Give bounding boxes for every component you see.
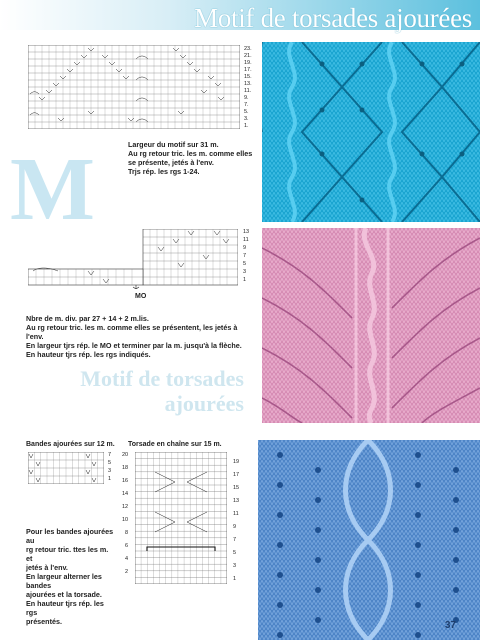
row-number: 1	[108, 476, 112, 482]
mo-label: MO	[135, 293, 147, 300]
description-line: En largeur tjrs rép. le MO et terminer par la m. jusqu'à la flèche.	[26, 341, 242, 350]
row-number: 5	[243, 261, 247, 267]
page-title: Motif de torsades ajourées	[194, 3, 472, 33]
row-number: 5	[108, 460, 112, 466]
row-number: 8	[125, 530, 129, 536]
knit-photo-blue-diamonds	[262, 42, 480, 222]
row-number: 17	[233, 472, 240, 478]
row-number: 13	[243, 229, 250, 235]
description-line: présentés.	[26, 617, 62, 626]
decorative-big-letter: M	[10, 140, 95, 239]
knitting-chart-3	[28, 452, 104, 489]
row-number: 13.	[244, 81, 252, 87]
row-number: 9.	[244, 95, 249, 101]
row-number: 6	[125, 543, 129, 549]
description-line: En hauteur tjrs rép. les rgs indiqués.	[26, 350, 151, 359]
row-number: 2	[125, 569, 129, 575]
chart-3-title: Bandes ajourées sur 12 m.	[26, 441, 115, 448]
row-number: 1	[233, 576, 237, 582]
row-number: 7	[233, 537, 237, 543]
chart-4-grid	[135, 452, 227, 584]
row-number: 3	[108, 468, 112, 474]
row-number: 5	[233, 550, 237, 556]
knitting-chart-2	[28, 229, 238, 294]
row-number: 11	[233, 511, 239, 517]
description-line: rg retour tric. ttes les m. et	[26, 545, 109, 563]
knitting-chart-4	[135, 452, 227, 589]
description-line: Nbre de m. div. par 27 + 14 + 2 m.lis.	[26, 314, 149, 323]
row-number: 3	[233, 563, 237, 569]
page-number: 37	[444, 620, 456, 631]
chart-1-grid	[28, 45, 240, 129]
row-number: 5.	[244, 109, 249, 115]
description-line: Au rg retour tric. les m. comme elles se présentent, les jetés à l'env.	[26, 323, 238, 341]
row-number: 9	[233, 524, 237, 530]
description-line: Largeur du motif sur 31 m.	[128, 140, 219, 149]
knit-photo-pink-cables	[262, 228, 480, 423]
row-number: 20	[122, 452, 129, 458]
row-number: 13	[233, 498, 240, 504]
decorative-ghost-title: Motif de torsades ajourées	[80, 366, 244, 417]
row-number: 1	[243, 277, 247, 283]
chart-3-grid	[28, 452, 104, 484]
row-number: 9	[243, 245, 247, 251]
row-number: 18	[122, 465, 129, 471]
chart-4-title: Torsade en chaîne sur 15 m.	[128, 441, 222, 448]
knitting-chart-1	[28, 45, 240, 134]
knit-photo-blue-chain-cable	[258, 440, 480, 640]
row-number: 17.	[244, 67, 252, 73]
row-number: 19.	[244, 60, 252, 66]
description-line: Au rg retour tric. les m. comme elles	[128, 149, 253, 158]
description-line: Pour les bandes ajourées au	[26, 527, 114, 545]
chart-1-description	[128, 140, 258, 176]
row-number: 10	[122, 517, 129, 523]
row-number: 3	[243, 269, 247, 275]
chart-2-grid	[28, 229, 238, 289]
description-line: En largeur alterner les bandes	[26, 572, 102, 590]
row-number: 15.	[244, 74, 252, 80]
row-number: 7.	[244, 102, 249, 108]
chart-2-description	[26, 314, 256, 359]
row-number: 15	[233, 485, 240, 491]
description-line: se présente, jetés à l'env.	[128, 158, 214, 167]
row-number: 3.	[244, 116, 249, 122]
page-header	[0, 0, 480, 42]
description-line: En hauteur tjrs rép. les rgs	[26, 599, 104, 617]
row-number: 11.	[244, 88, 252, 94]
row-number: 4	[125, 556, 129, 562]
row-number: 7	[108, 452, 112, 458]
description-line: ajourées et la torsade.	[26, 590, 102, 599]
row-number: 7	[243, 253, 247, 259]
description-line: Trjs rép. les rgs 1-24.	[128, 167, 200, 176]
row-number: 11	[243, 237, 249, 243]
row-number: 19	[233, 459, 240, 465]
row-number: 16	[122, 478, 129, 484]
row-number: 23.	[244, 46, 252, 52]
row-number: 14	[122, 491, 129, 497]
row-number: 21.	[244, 53, 252, 59]
chart-3-description	[26, 527, 116, 626]
row-number: 12	[122, 504, 129, 510]
description-line: jetés à l'env.	[26, 563, 68, 572]
row-number: 1.	[244, 123, 249, 129]
